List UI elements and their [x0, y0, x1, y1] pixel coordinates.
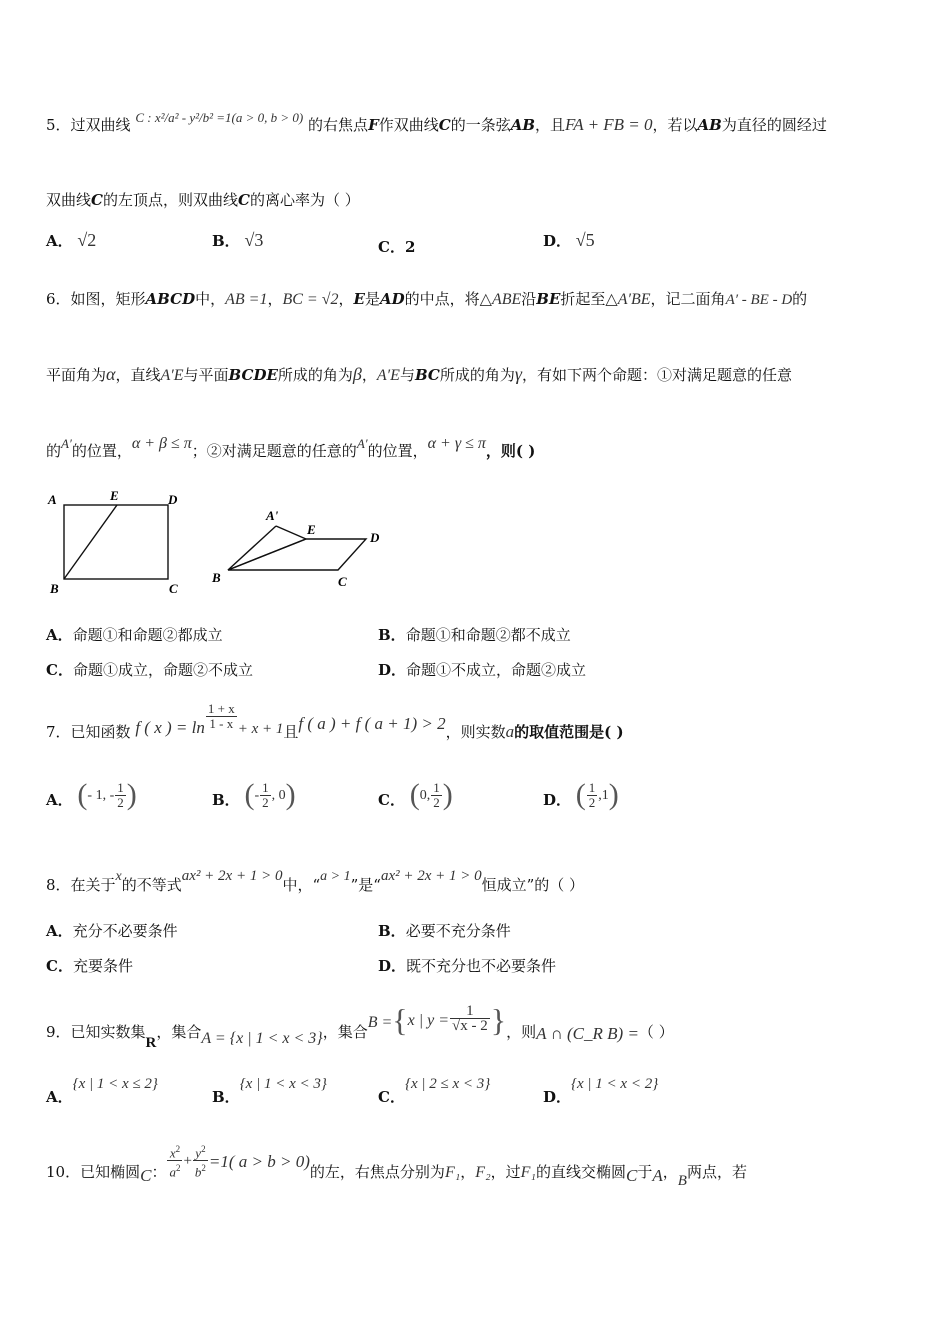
- q6-text: 的: [46, 442, 62, 460]
- q9-line1: [46, 994, 674, 1051]
- q6-figure-rectangle: [44, 486, 194, 598]
- q8-option-d[interactable]: [378, 955, 556, 976]
- left-paren: (: [244, 778, 255, 811]
- option-pre: -: [254, 788, 260, 803]
- q10-text: ，: [460, 1162, 476, 1181]
- q7-function-tail: + x + 1: [237, 720, 284, 737]
- right-paren: ): [285, 778, 296, 811]
- q6-figure-folded: [206, 500, 396, 592]
- q6-text: ；②对满足题意的任意的: [191, 442, 357, 460]
- q8-text: 8．在关于: [46, 876, 116, 894]
- q6-option-c[interactable]: [46, 659, 253, 680]
- q5-option-d[interactable]: [543, 230, 595, 251]
- q10-formula-tail: =1( a > b > 0): [208, 1151, 310, 1171]
- q9-expression: A ∩ (C_R B) =: [536, 1023, 639, 1043]
- q7-option-b[interactable]: [212, 778, 296, 812]
- option-post: , 0: [271, 788, 286, 803]
- q10-f1: F₁: [520, 1163, 536, 1181]
- denominator: $a^2$: [169, 1163, 181, 1180]
- right-paren: ): [442, 778, 453, 811]
- option-label: B．: [378, 922, 406, 940]
- q10-text: ，: [662, 1162, 678, 1181]
- q10-line1: [46, 1132, 747, 1189]
- point-label-b: B: [50, 581, 59, 596]
- point-label-d: D: [370, 530, 380, 545]
- q9-option-a[interactable]: [46, 1072, 158, 1106]
- q6-var: AD: [379, 290, 405, 308]
- q10-f2: F₂: [475, 1163, 491, 1181]
- left-paren: (: [409, 778, 420, 811]
- q6-triangle: △ABE: [479, 291, 522, 308]
- q5-condition: FA + FB = 0: [565, 115, 653, 134]
- right-paren: ): [608, 778, 619, 811]
- q9-option-d[interactable]: [543, 1072, 659, 1106]
- numerator: 1: [262, 779, 269, 795]
- q9-option-c[interactable]: [378, 1072, 491, 1106]
- q7-function: f ( x ) = ln: [135, 717, 205, 737]
- q10-var-c: C: [626, 1165, 638, 1185]
- q8-option-a[interactable]: [46, 920, 178, 941]
- option-label: A．: [46, 1088, 73, 1106]
- q7-fraction: [206, 702, 237, 731]
- q5-hyperbola-formula: C : x²/a² - y²/b² =1(a > 0, b > 0): [135, 110, 304, 125]
- q5-option-c[interactable]: [378, 236, 415, 257]
- q6-var: BE: [536, 290, 561, 308]
- point-label-c: C: [338, 574, 347, 589]
- option-value: {x | 2 ≤ x < 3}: [404, 1076, 491, 1092]
- option-fraction: [431, 781, 442, 810]
- option-label: A．: [46, 232, 73, 250]
- q10-point-b: B: [677, 1172, 687, 1189]
- q6-text: 的: [792, 290, 808, 308]
- point-label-e: E: [110, 488, 119, 503]
- q6-inequality-2: α + γ ≤ π: [427, 435, 486, 452]
- q6-option-a[interactable]: [46, 624, 223, 645]
- point-label-d: D: [168, 492, 178, 507]
- q6-text: ，则( ): [485, 442, 536, 460]
- q10-text: 于: [637, 1162, 653, 1181]
- option-fraction: [115, 781, 126, 810]
- q5-var: C: [438, 116, 451, 134]
- q10-text: 10．已知椭圆: [46, 1162, 141, 1181]
- q7-option-a[interactable]: [46, 778, 137, 812]
- option-value: {x | 1 < x < 2}: [571, 1076, 659, 1092]
- q6-triangle2: △A′BE: [605, 291, 651, 308]
- left-paren: (: [77, 778, 88, 811]
- point-label-b: B: [212, 570, 221, 585]
- q6-var: BC: [414, 366, 440, 384]
- option-value: 2: [404, 238, 416, 256]
- q10-f1: F₁: [444, 1163, 461, 1181]
- q6-line3: [46, 435, 536, 461]
- q8-option-c[interactable]: [46, 955, 133, 976]
- q6-gamma: γ: [514, 364, 522, 384]
- q6-text: 的中点，将: [404, 290, 480, 308]
- q8-line1: [46, 864, 585, 894]
- q6-var: ABCD: [145, 290, 196, 308]
- q10-text: 的左，右焦点分别为: [309, 1162, 445, 1181]
- numerator: 1: [117, 779, 124, 795]
- q5-var: F: [368, 116, 379, 134]
- option-pre: 0,: [419, 788, 431, 803]
- denominator: $b^2$: [194, 1163, 206, 1180]
- option-value: √2: [77, 230, 97, 250]
- q5-line2: [46, 189, 360, 210]
- q6-line2: 平面角为α，直线A′E与平面BCDE所成的角为β，A′E与BC所成的角为γ，有如下两个命题：①对满足题意的任意: [46, 364, 792, 384]
- right-brace: }: [490, 1002, 507, 1038]
- numerator: $y^2$: [193, 1142, 208, 1161]
- q5-number: 5．: [46, 116, 71, 134]
- q9-text: （ ）: [638, 1022, 674, 1041]
- option-value: {x | 1 < x < 3}: [239, 1076, 327, 1092]
- option-value: 充分不必要条件: [72, 922, 178, 940]
- denominator: 2: [262, 794, 269, 810]
- q6-ae: A′E: [160, 367, 184, 384]
- q6-line1: 6．如图，矩形ABCD中，AB =1，BC = √2，E是AD的中点，将△ABE沿BE折起至△A′BE，记二面角A′ - BE - D的: [46, 290, 808, 308]
- option-label: C．: [46, 957, 73, 975]
- q6-text: 所成的角为: [439, 366, 515, 384]
- point-label-e: E: [307, 522, 316, 537]
- q6-text: 的位置，: [367, 442, 428, 460]
- q10-text: ：: [151, 1162, 167, 1181]
- q8-text: 的不等式: [121, 876, 182, 894]
- q5-var: C: [237, 191, 250, 209]
- option-value: 命题①不成立，命题②成立: [406, 661, 587, 679]
- q5-text: ，且: [535, 116, 566, 134]
- quad-bcde: [228, 539, 366, 570]
- q6-inequality-1: α + β ≤ π: [131, 435, 192, 452]
- option-label: D．: [543, 791, 572, 809]
- q6-text: 中，: [195, 290, 226, 308]
- numerator: 1: [588, 779, 596, 795]
- option-fraction: [587, 781, 598, 810]
- q5-text: 双曲线: [46, 191, 92, 209]
- q9-set-a: A = {x | 1 < x < 3}: [201, 1029, 323, 1047]
- option-label: B．: [212, 232, 240, 250]
- left-paren: (: [575, 778, 586, 811]
- q6-text: 所成的角为: [277, 366, 353, 384]
- option-value: √5: [575, 230, 595, 250]
- q6-bc: BC = √2: [282, 291, 339, 308]
- option-label: A．: [46, 922, 73, 940]
- q6-text: ，直线: [115, 366, 161, 384]
- q8-inequality-2: ax² + 2x + 1 > 0: [380, 868, 482, 884]
- q6-ab: AB =1: [225, 291, 268, 308]
- q7-option-c[interactable]: [378, 778, 453, 812]
- option-label: C．: [378, 238, 405, 256]
- q7-condition: f ( a ) + f ( a + 1) > 2: [298, 713, 446, 733]
- q10-fraction-x: [167, 1142, 182, 1180]
- q6-aprime: A′: [61, 436, 72, 451]
- denominator: √x - 2: [452, 1018, 488, 1034]
- right-paren: ): [126, 778, 137, 811]
- q8-text: ”是“: [350, 876, 381, 894]
- denominator: 1 - x: [209, 716, 234, 731]
- q5-option-a[interactable]: [46, 230, 96, 251]
- q10-var-c: C: [140, 1165, 152, 1185]
- q7-var-a: a: [505, 721, 515, 741]
- q8-inequality: ax² + 2x + 1 > 0: [181, 868, 283, 884]
- q7-text: 的取值范围是( ): [514, 722, 624, 741]
- q7-text: 7．已知函数: [46, 722, 131, 741]
- numerator: 1: [433, 779, 440, 795]
- q6-var: BCDE: [228, 366, 278, 384]
- q6-dihedral: A′ - BE - D: [725, 292, 793, 308]
- q6-text: 的位置，: [71, 442, 132, 460]
- rectangle-abcd: [64, 505, 168, 579]
- q9-text: 9．已知实数集: [46, 1022, 146, 1041]
- segment-a-b: [228, 526, 276, 570]
- q6-text: 与平面: [183, 366, 229, 384]
- q6-text: 沿: [521, 290, 537, 308]
- q10-text: 的直线交椭圆: [536, 1162, 627, 1181]
- q5-text: 作双曲线: [378, 116, 439, 134]
- option-fraction: [260, 781, 271, 810]
- left-brace: {: [392, 1002, 408, 1038]
- q10-text: 两点，若: [686, 1162, 747, 1181]
- q5-text: 过双曲线: [70, 116, 131, 134]
- option-label: C．: [46, 661, 73, 679]
- option-value: 必要不充分条件: [405, 922, 511, 940]
- option-label: D．: [543, 232, 572, 250]
- point-label-aprime: A': [266, 508, 279, 523]
- q6-beta: β: [352, 364, 362, 384]
- q7-line1: [46, 696, 624, 741]
- numerator: 1 + x: [207, 701, 235, 716]
- q8-condition: a > 1: [320, 869, 351, 884]
- option-label: B．: [212, 791, 240, 809]
- option-label: B．: [212, 1088, 240, 1106]
- option-value: 命题①和命题②都不成立: [405, 626, 571, 644]
- option-label: D．: [378, 957, 407, 975]
- option-label: A．: [46, 791, 73, 809]
- q7-text: ，则实数: [445, 722, 506, 741]
- q6-option-d[interactable]: [378, 659, 586, 680]
- option-label: D．: [378, 661, 407, 679]
- option-value: {x | 1 < x ≤ 2}: [72, 1076, 158, 1092]
- option-label: C．: [378, 1088, 405, 1106]
- q5-var: AB: [510, 116, 536, 134]
- denominator: 2: [433, 794, 440, 810]
- q5-option-b[interactable]: [212, 230, 263, 251]
- q6-text: ，记二面角: [650, 290, 726, 308]
- numerator: 1: [450, 1004, 490, 1019]
- q6-option-b[interactable]: [378, 624, 571, 645]
- q8-option-b[interactable]: [378, 920, 511, 941]
- q5-text: 的一条弦: [450, 116, 511, 134]
- q9-set-b: B =: [367, 1013, 393, 1031]
- q9-text: ，集合: [322, 1022, 368, 1041]
- q6-alpha: α: [106, 364, 116, 384]
- q9-text: ，则: [506, 1022, 537, 1041]
- q8-var-x: x: [115, 869, 122, 884]
- q10-fraction-y: [193, 1142, 208, 1180]
- option-label: B．: [378, 626, 406, 644]
- q5-line1: [46, 110, 827, 135]
- segment-be: [64, 505, 117, 579]
- q9-fraction: [450, 1004, 490, 1033]
- option-value: 既不充分也不必要条件: [406, 957, 557, 975]
- q7-text: 且: [283, 722, 299, 741]
- point-label-a: A: [48, 492, 57, 507]
- q9-text: ，集合: [156, 1022, 202, 1041]
- q6-text: 平面角为: [46, 366, 107, 384]
- segment-be: [228, 539, 306, 570]
- q5-text: 的右焦点: [308, 116, 369, 134]
- q6-var: E: [353, 290, 365, 308]
- q7-option-d[interactable]: [543, 778, 619, 812]
- q9-option-b[interactable]: [212, 1072, 327, 1106]
- q6-text: ，有如下两个命题：①对满足题意的任意: [521, 366, 792, 384]
- q6-text: 与: [399, 366, 415, 384]
- q5-text: 为直径的圆经过: [721, 116, 827, 134]
- q6-text: 折起至: [560, 290, 606, 308]
- q8-text: 中，“: [282, 876, 321, 894]
- q6-ae: A′E: [376, 367, 400, 384]
- option-label: C．: [378, 791, 405, 809]
- q10-point-a: A: [652, 1165, 663, 1185]
- q5-text: 的离心率为（ ）: [249, 191, 360, 209]
- q10-text: ，过: [490, 1162, 521, 1181]
- q6-aprime: A′: [356, 436, 368, 451]
- option-value: 命题①成立，命题②不成立: [72, 661, 253, 679]
- q6-text: 是: [364, 290, 380, 308]
- q5-var: C: [91, 191, 103, 209]
- denominator: 2: [117, 794, 124, 810]
- q8-text: 恒成立”的（ ）: [481, 876, 585, 894]
- denominator: 2: [588, 794, 596, 810]
- q5-text: ，若以: [652, 116, 698, 134]
- q9-var-r: R: [145, 1034, 157, 1051]
- numerator: $x^2$: [167, 1142, 182, 1161]
- segment-a-e: [276, 526, 306, 539]
- q5-text: 的左顶点，则双曲线: [102, 191, 238, 209]
- q9-set-b-rule: x | y =: [407, 1011, 450, 1029]
- option-value: 充要条件: [72, 957, 133, 975]
- option-label: D．: [543, 1088, 572, 1106]
- q5-var: AB: [697, 116, 722, 134]
- option-post: ,1: [598, 788, 609, 803]
- q6-text: 6．如图，矩形: [46, 290, 146, 308]
- option-value: 命题①和命题②都成立: [72, 626, 223, 644]
- plus-sign: +: [183, 1152, 192, 1169]
- point-label-c: C: [169, 581, 178, 596]
- option-label: A．: [46, 626, 73, 644]
- option-pre: - 1, -: [87, 788, 115, 803]
- option-value: √3: [244, 230, 264, 250]
